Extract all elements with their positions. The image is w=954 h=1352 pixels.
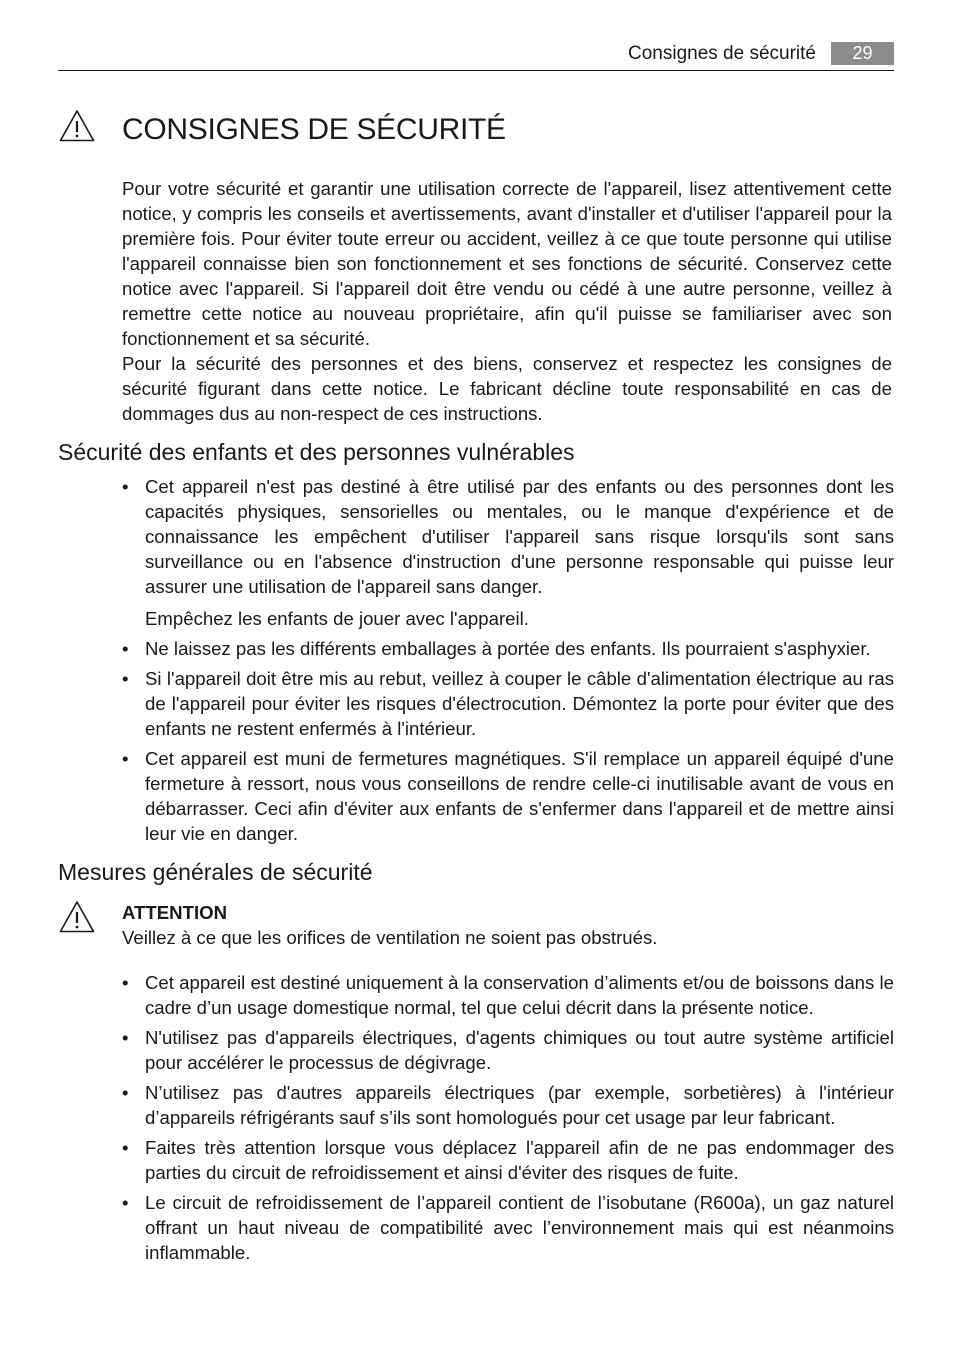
general-safety-list: [122, 970, 894, 1270]
list-item: [122, 1080, 894, 1130]
list-item: [122, 1135, 894, 1185]
bullet-icon: •: [122, 1192, 129, 1213]
bullet-icon: •: [122, 1082, 129, 1103]
page-header: [58, 40, 894, 71]
attention-block: [122, 900, 892, 950]
bullet-icon: •: [122, 476, 129, 497]
list-item-text: Le circuit de refroidissement de l’appareil contient de l’isobutane (R600a), un gaz naturel offrant un haut niveau de compatibilité avec l’environnement mais qui est néanmoins inflammable.: [145, 1192, 894, 1263]
intro-text: [122, 176, 892, 426]
page-title: CONSIGNES DE SÉCURITÉ: [122, 113, 506, 146]
attention-text: Veillez à ce que les orifices de ventilation ne soient pas obstrués.: [122, 927, 658, 948]
warning-triangle-icon: [58, 899, 96, 935]
list-item: [122, 746, 894, 846]
list-item-text: Cet appareil n'est pas destiné à être utilisé par des enfants ou des personnes dont les capacités physiques, sensorielles ou mentales, ou le manque d'expérience et de connaissance les empêchent d'utiliser l'appareil sans risque lorsqu'ils sont sans surveillance ou en l'absence d'instruction d'une personne responsable qui puisse leur assurer une utilisation de l'appareil sans danger.: [145, 476, 894, 597]
bullet-icon: •: [122, 748, 129, 769]
bullet-icon: •: [122, 668, 129, 689]
warning-triangle-icon: [58, 108, 96, 144]
sub-note: Empêchez les enfants de jouer avec l'appareil.: [145, 608, 529, 629]
bullet-icon: •: [122, 972, 129, 993]
intro-paragraph: Pour votre sécurité et garantir une utilisation correcte de l'appareil, lisez attentivement cette notice, y compris les conseils et avertissements, avant d'installer et d'utiliser l'appareil pour la première fois. Pour éviter toute erreur ou accident, veillez à ce que toute personne qui utilise l'appareil connaisse bien son fonctionnement et ses fonctions de sécurité. Conservez cette notice avec l'appareil. Si l'appareil doit être vendu ou cédé à une autre personne, veillez à remettre cette notice au nouveau propriétaire, afin qu'il puisse se familiariser avec son fonctionnement et sa sécurité.: [122, 178, 892, 349]
children-safety-list: [122, 474, 894, 851]
intro-paragraph: Pour la sécurité des personnes et des biens, conservez et respectez les consignes de sécurité figurant dans cette notice. Le fabricant décline toute responsabilité en cas de dommages dus au non-respect de ces instructions.: [122, 353, 892, 424]
list-item-text: N'utilisez pas d'appareils électriques, d'agents chimiques ou tout autre système artificiel pour accélérer le processus de dégivrage.: [145, 1027, 894, 1073]
list-item-text: Cet appareil est destiné uniquement à la conservation d’aliments et/ou de boissons dans le cadre d’un usage domestique normal, tel que celui décrit dans la présente notice.: [145, 972, 894, 1018]
list-item: [122, 970, 894, 1020]
list-item-text: Ne laissez pas les différents emballages à portée des enfants. Ils pourraient s'asphyxier.: [145, 638, 871, 659]
section-heading-children-safety: Sécurité des enfants et des personnes vulnérables: [58, 439, 575, 465]
page-number: 29: [831, 42, 894, 65]
section-heading-general-safety: Mesures générales de sécurité: [58, 859, 373, 885]
bullet-icon: •: [122, 1137, 129, 1158]
list-item-text: Faites très attention lorsque vous déplacez l'appareil afin de ne pas endommager des parties du circuit de refroidissement et ainsi d'éviter des risques de fuite.: [145, 1137, 894, 1183]
list-item: [122, 474, 894, 631]
list-item-text: Cet appareil est muni de fermetures magnétiques. S'il remplace un appareil équipé d'une fermeture à ressort, nous vous conseillons de rendre celle-ci inutilisable avant de vous en débarrasser. Ceci afin d'éviter aux enfants de s'enfermer dans l'appareil et de mettre ainsi leur vie en danger.: [145, 748, 894, 844]
list-item: [122, 666, 894, 741]
bullet-icon: •: [122, 638, 129, 659]
list-item-text: Si l'appareil doit être mis au rebut, veillez à couper le câble d'alimentation électrique au ras de l'appareil pour éviter les risques d'électrocution. Démontez la porte pour éviter que des enfants ne restent enfermés à l'intérieur.: [145, 668, 894, 739]
list-item: [122, 636, 894, 661]
list-item: [122, 1190, 894, 1265]
header-section-title: Consignes de sécurité: [628, 43, 816, 64]
list-item: [122, 1025, 894, 1075]
list-item-text: N’utilisez pas d'autres appareils électriques (par exemple, sorbetières) à l'intérieur d’appareils réfrigérants sauf s’ils sont homologués pour cet usage par leur fabricant.: [145, 1082, 894, 1128]
attention-label: ATTENTION: [122, 902, 228, 923]
bullet-icon: •: [122, 1027, 129, 1048]
